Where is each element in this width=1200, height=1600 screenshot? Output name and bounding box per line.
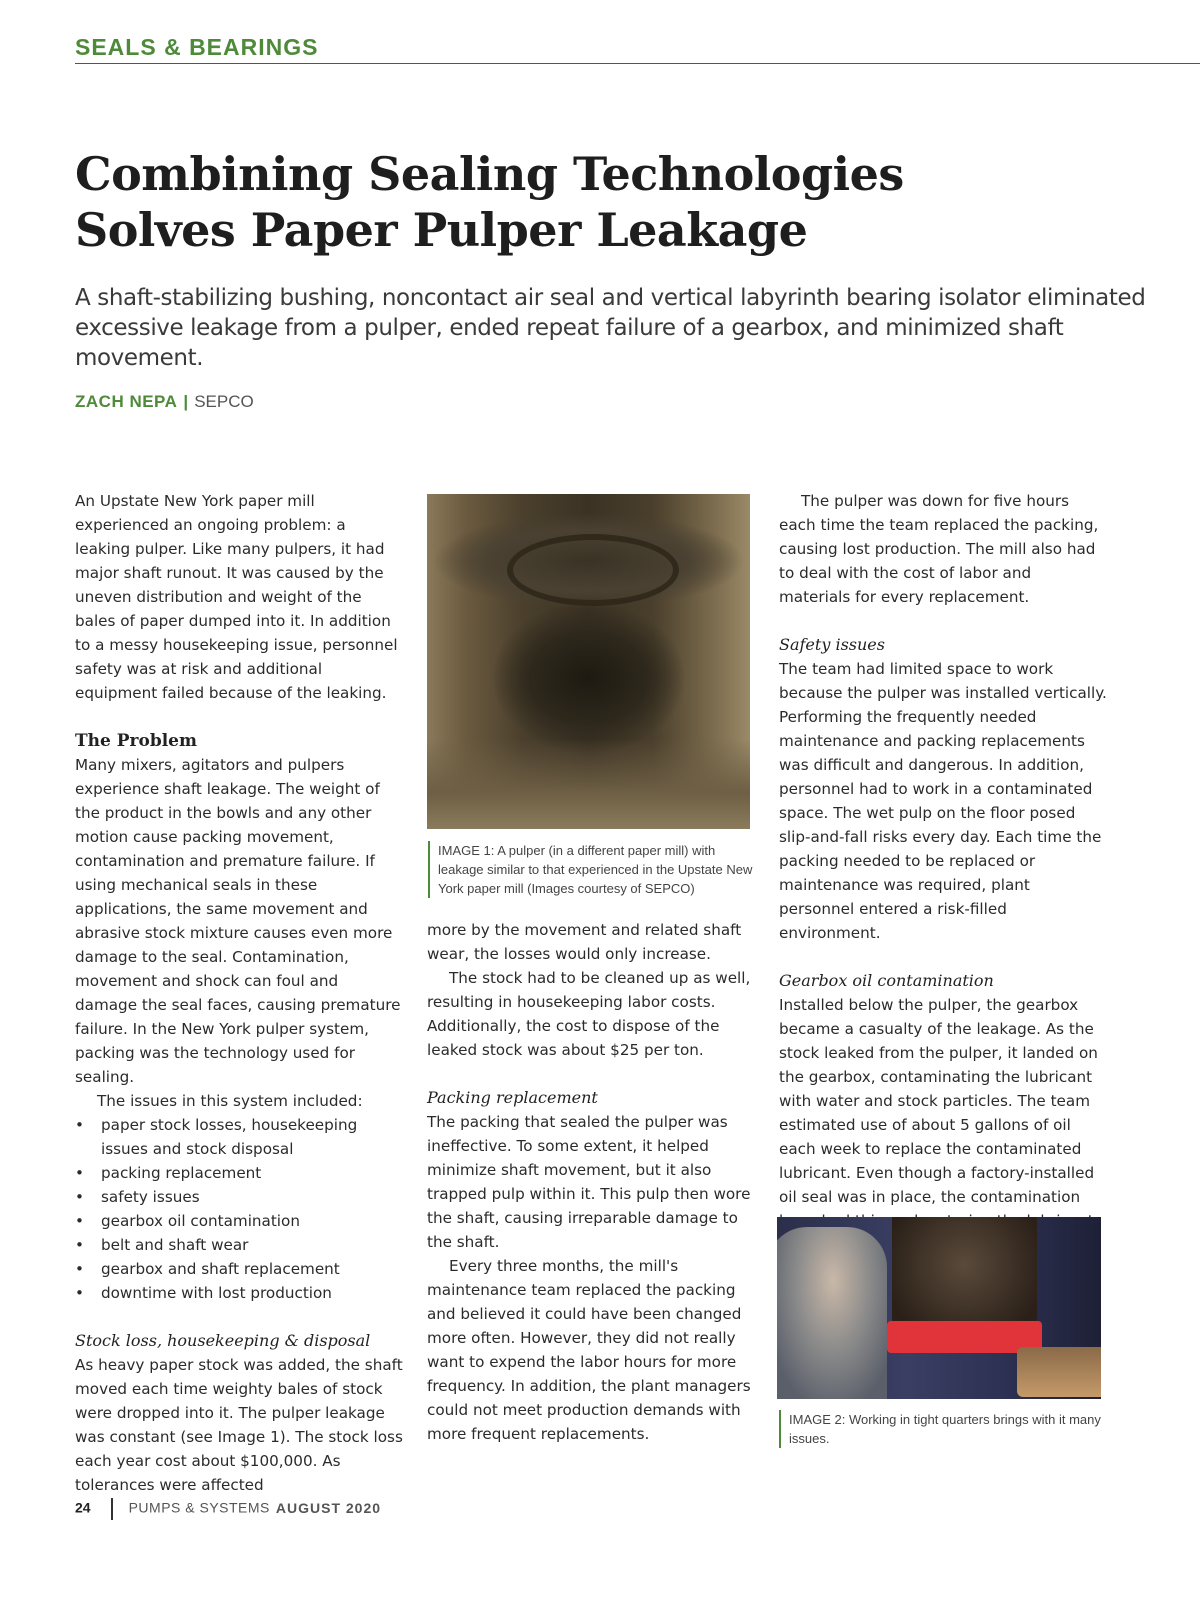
packing-heading: Packing replacement: [427, 1088, 598, 1107]
column-2: [427, 918, 755, 1446]
gearbox-heading: Gearbox oil contamination: [779, 971, 994, 990]
pulper-drum-shape: [892, 1217, 1037, 1337]
image-1-caption: IMAGE 1: A pulper (in a different paper mill) with leakage similar to that experienced in the Upstate New York paper mill (Images courtesy of SEPCO): [428, 841, 758, 898]
issue-date: AUGUST 2020: [275, 1499, 382, 1516]
problem-paragraph: Many mixers, agitators and pulpers experience shaft leakage. The weight of the product in the bowls and any other motion cause packing movement, contamination and premature failure. If using mechanical seals in these applications, the same movement and abrasive stock mixture causes even more damage to the seal. Contamination, movement and shock can foul and damage the seal faces, causing premature failure. In the New York pulper system, packing was the technology used for sealing.: [75, 756, 401, 1086]
list-item: • downtime with lost production: [75, 1281, 403, 1305]
pulper-rim-shape: [507, 534, 679, 606]
intro-paragraph: An Upstate New York paper mill experienced an ongoing problem: a leaking pulper. Like many pulpers, it had major shaft runout. It was caused by the uneven distribution and weight of the bales of paper dumped into it. In addition to a messy housekeeping issue, personnel safety was at risk and additional equipment failed because of the leaking.: [75, 492, 398, 702]
article-deck: A shaft-stabilizing bushing, noncontact air seal and vertical labyrinth bearing isolator eliminated excessive leakage from a pulper, ended repeat failure of a gearbox, and minimized shaft movement.: [75, 285, 1146, 371]
worker-shape: [777, 1227, 887, 1399]
stock-loss-heading: Stock loss, housekeeping & disposal: [75, 1331, 371, 1350]
worker-tight-quarters-photo: [777, 1217, 1101, 1399]
downtime-paragraph: The pulper was down for five hours each time the team replaced the packing, causing lost production. The mill also had to deal with the cost of labor and materials for every replacement.: [779, 492, 1099, 606]
image-2-caption: IMAGE 2: Working in tight quarters brings with it many issues.: [779, 1410, 1109, 1448]
gearbox-paragraph: Installed below the pulper, the gearbox became a casualty of the leakage. As the stock leaked from the pulper, it landed on the gearbox, contaminating the lubricant with water and stock particles. The team estimated use of about 5 gallons of oil each week to replace the contaminated lubricant. Even though a factory-installed oil seal was in place, the contamination: [779, 996, 1098, 1206]
list-item: • gearbox and shaft replacement: [75, 1257, 403, 1281]
pulp-floor-shape: [427, 739, 750, 829]
packing-paragraph-2: Every three months, the mill's maintenance team replaced the packing and believed it could have been changed more often. However, they did not really want to expend the labor hours for more frequency. In addition, the plant managers could not meet production demands with more frequent replacements.: [427, 1257, 751, 1443]
pulper-leak-photo: [427, 494, 750, 829]
list-item: • safety issues: [75, 1185, 403, 1209]
page-number: 24: [75, 1499, 91, 1516]
title-line-1: Combining Sealing Technologies: [75, 147, 904, 201]
pipe-shape: [1017, 1347, 1101, 1397]
list-item: • gearbox oil contamination: [75, 1209, 403, 1233]
byline: [75, 392, 254, 412]
column-3: [779, 489, 1107, 1233]
stock-loss-paragraph: As heavy paper stock was added, the shaft moved each time weighty bales of stock were dropped into it. The pulper leakage was constant (see Image 1). The stock loss each year cost about $100,000. As tolerances were affected: [75, 1356, 403, 1494]
page-footer: [75, 1498, 381, 1520]
column-1: [75, 489, 403, 1497]
author-company: SEPCO: [194, 392, 254, 411]
safety-heading: Safety issues: [779, 635, 885, 654]
article-title: [75, 146, 1075, 258]
continued-paragraph: more by the movement and related shaft wear, the losses would only increase.: [427, 921, 742, 963]
issues-intro: The issues in this system included:: [97, 1092, 363, 1110]
safety-paragraph: The team had limited space to work because the pulper was installed vertically. Performing the frequently needed maintenance and packing replacements was difficult and dangerous. In addition, personnel had to work in a contaminated space. The wet pulp on the floor posed slip-and-fall risks every day. Each time the packing needed to be replaced or maintenance was required, plant personnel entered a risk-filled environment.: [779, 660, 1107, 942]
author-name: ZACH NEPA: [75, 392, 178, 411]
cleanup-paragraph: The stock had to be cleaned up as well, resulting in housekeeping labor costs. Additionally, the cost to dispose of the leaked stock was about $25 per ton.: [427, 969, 751, 1059]
section-tag: SEALS & BEARINGS: [75, 34, 319, 60]
title-line-2: Solves Paper Pulper Leakage: [75, 203, 808, 257]
magazine-name: PUMPS & SYSTEMS: [128, 1499, 270, 1516]
problem-heading: The Problem: [75, 731, 197, 751]
packing-paragraph: The packing that sealed the pulper was ineffective. To some extent, it helped minimize shaft movement, but it also trapped pulp within it. This pulp then wore the shaft, causing irreparable damage to the shaft.: [427, 1113, 751, 1251]
header-rule: [75, 63, 1200, 64]
footer-divider: [111, 1498, 113, 1520]
byline-separator: |: [183, 392, 189, 411]
issues-list: [75, 1113, 403, 1305]
list-item: • belt and shaft wear: [75, 1233, 403, 1257]
list-item: • paper stock losses, housekeeping issues and stock disposal: [75, 1113, 403, 1161]
list-item: • packing replacement: [75, 1161, 403, 1185]
